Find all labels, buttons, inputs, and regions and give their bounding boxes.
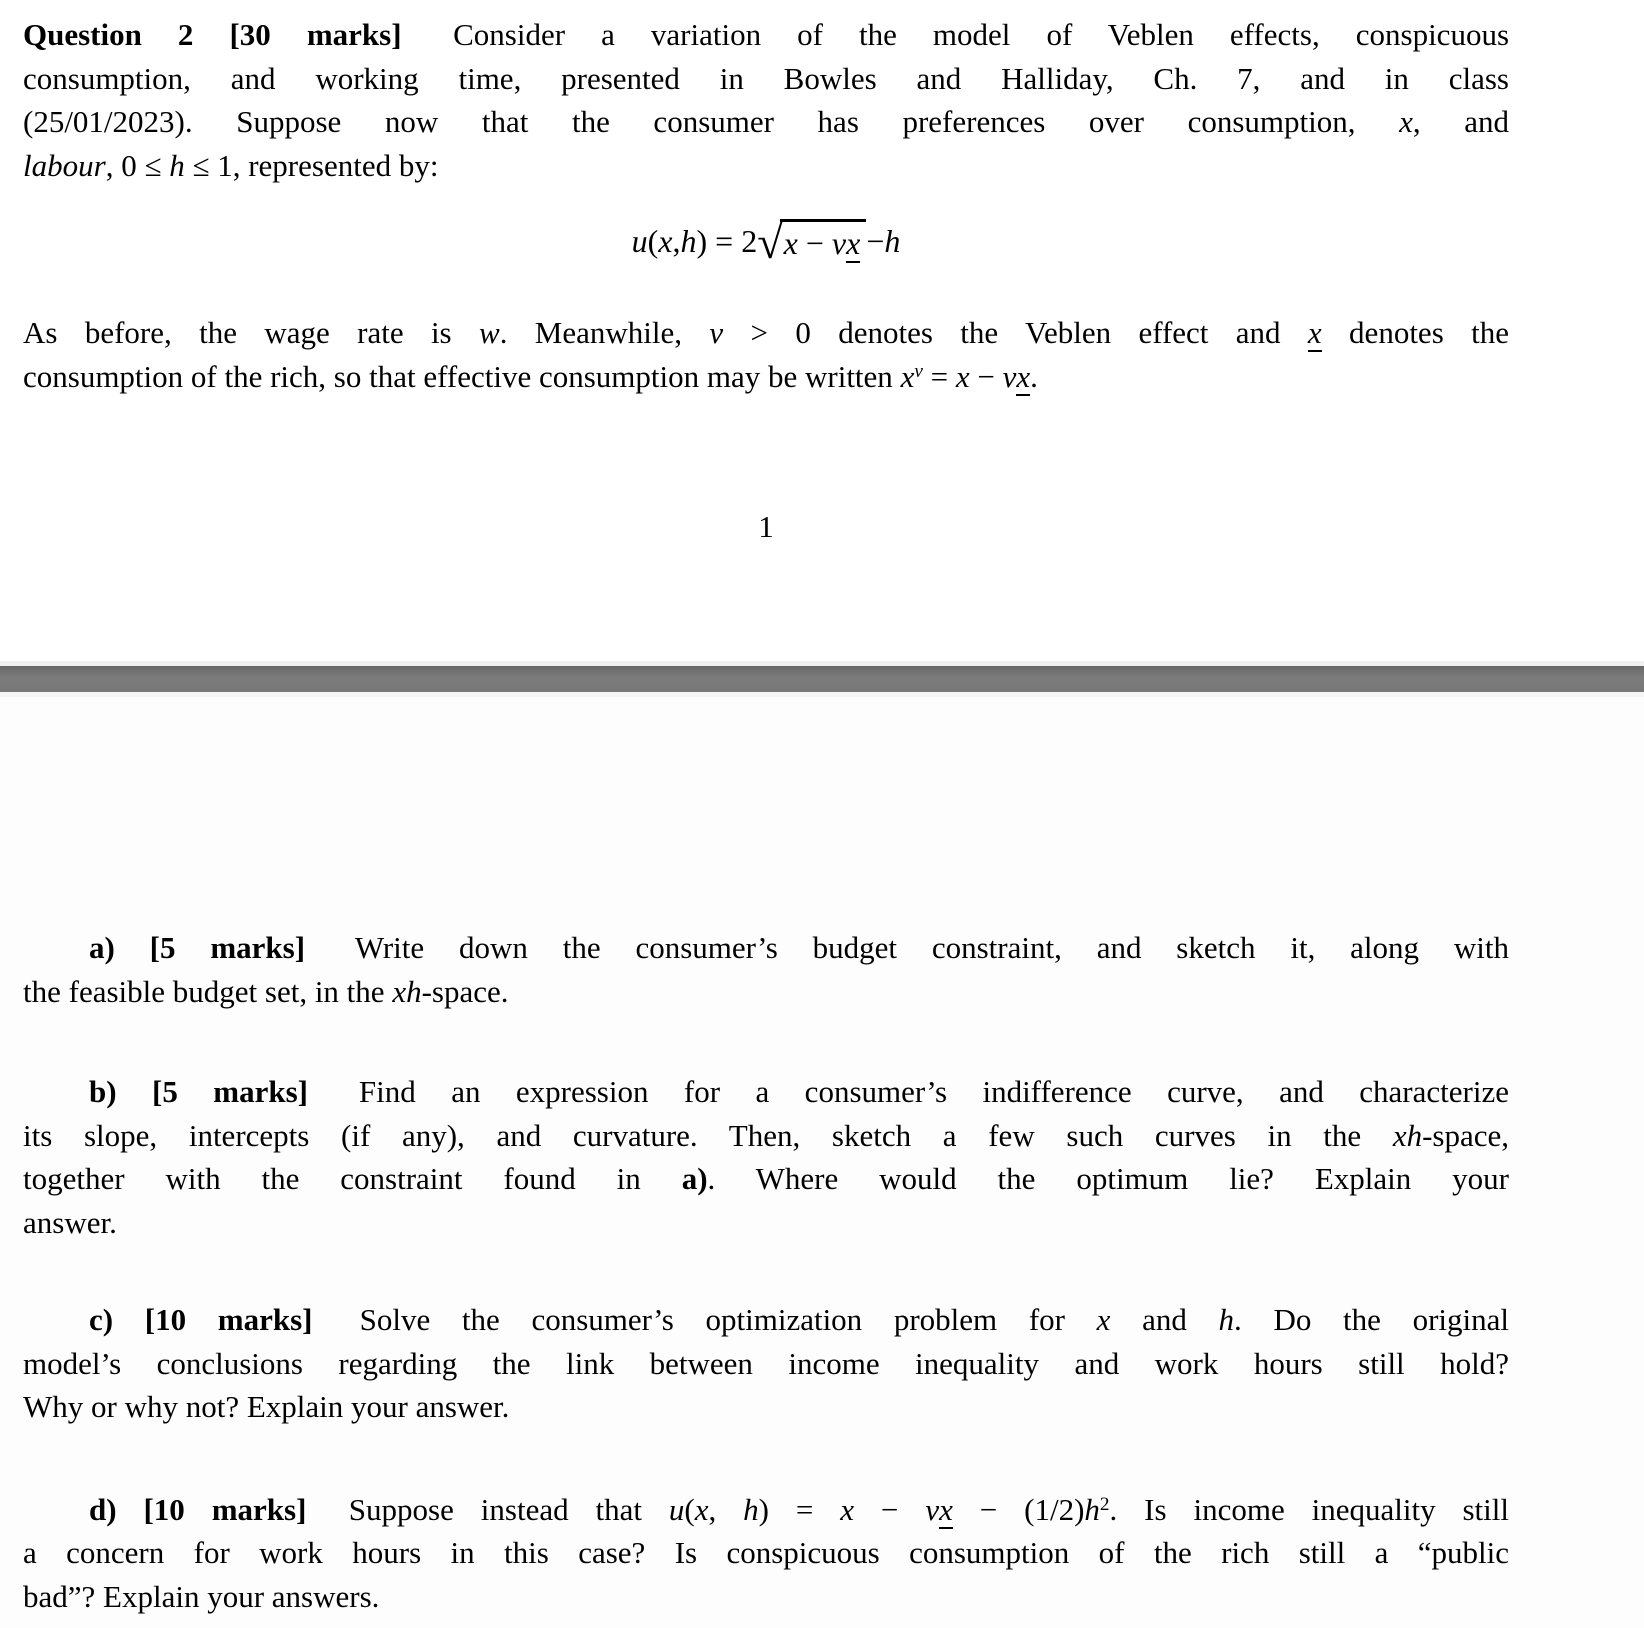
text-line: a concern for work hours in this case? Is conspicuous consumption of the rich still a “public <box>23 1535 1509 1570</box>
part-a-paragraph <box>23 926 1509 1013</box>
text-line: bad”? Explain your answers. <box>23 1578 380 1614</box>
question-intro-paragraph <box>23 13 1509 187</box>
text-line: model’s conclusions regarding the link between income inequality and work hours still hold? <box>23 1345 1509 1381</box>
text-line: (25/01/2023). Suppose now that the consumer has preferences over consumption, x, and <box>23 104 1509 139</box>
page-2-content <box>23 697 1509 1618</box>
text-line: consumption of the rich, so that effective consumption may be written $x^v = x$ − vx. <box>23 358 1038 394</box>
part-c-paragraph <box>23 1298 1509 1429</box>
text-line: its slope, intercepts (if any), and curvature. Then, sketch a few such curves in the xh-space, <box>23 1117 1509 1153</box>
page-1 <box>0 0 1644 661</box>
page-number: 1 <box>758 509 774 544</box>
veblen-effect-paragraph <box>23 311 1509 398</box>
text-line: together with the constraint found in a). Where would the optimum lie? Explain your <box>23 1161 1510 1196</box>
page-1-content <box>23 0 1509 549</box>
text-line: c) [10 marks] Solve the consumer’s optimization problem for x and h. Do the original <box>89 1302 1509 1337</box>
text-line: Question 2 [30 marks] Consider a variation of the model of Veblen effects, conspicuous <box>23 17 1510 52</box>
utility-formula: u ( x , h ) = 2 √x − vx − h <box>631 218 901 270</box>
part-b-paragraph <box>23 1070 1509 1244</box>
text-line: As before, the wage rate is w. Meanwhile, v > 0 denotes the Veblen effect and x denotes the <box>23 315 1509 350</box>
text-line: the feasible budget set, in the xh-space. <box>23 973 509 1009</box>
text-line: a) [5 marks] Write down the consumer’s budget constraint, and sketch it, along with <box>89 930 1509 965</box>
text-line: b) [5 marks] Find an expression for a consumer’s indifference curve, and characterize <box>89 1074 1509 1109</box>
text-line: consumption, and working time, presented in Bowles and Halliday, Ch. 7, and in class <box>23 60 1509 96</box>
part-d-paragraph <box>23 1488 1509 1619</box>
text-line: Why or why not? Explain your answer. <box>23 1389 510 1424</box>
page-2 <box>0 697 1644 1628</box>
page-divider <box>0 661 1644 697</box>
text-line: labour, 0 ≤ h ≤ 1, represented by: <box>23 147 439 183</box>
text-line: answer. <box>23 1204 117 1240</box>
text-line: d) [10 marks] Suppose instead that u(x, h) = x − vx − $(1/2)h^2$. Is income inequality still <box>89 1491 1510 1527</box>
page-divider-bar <box>0 666 1644 692</box>
